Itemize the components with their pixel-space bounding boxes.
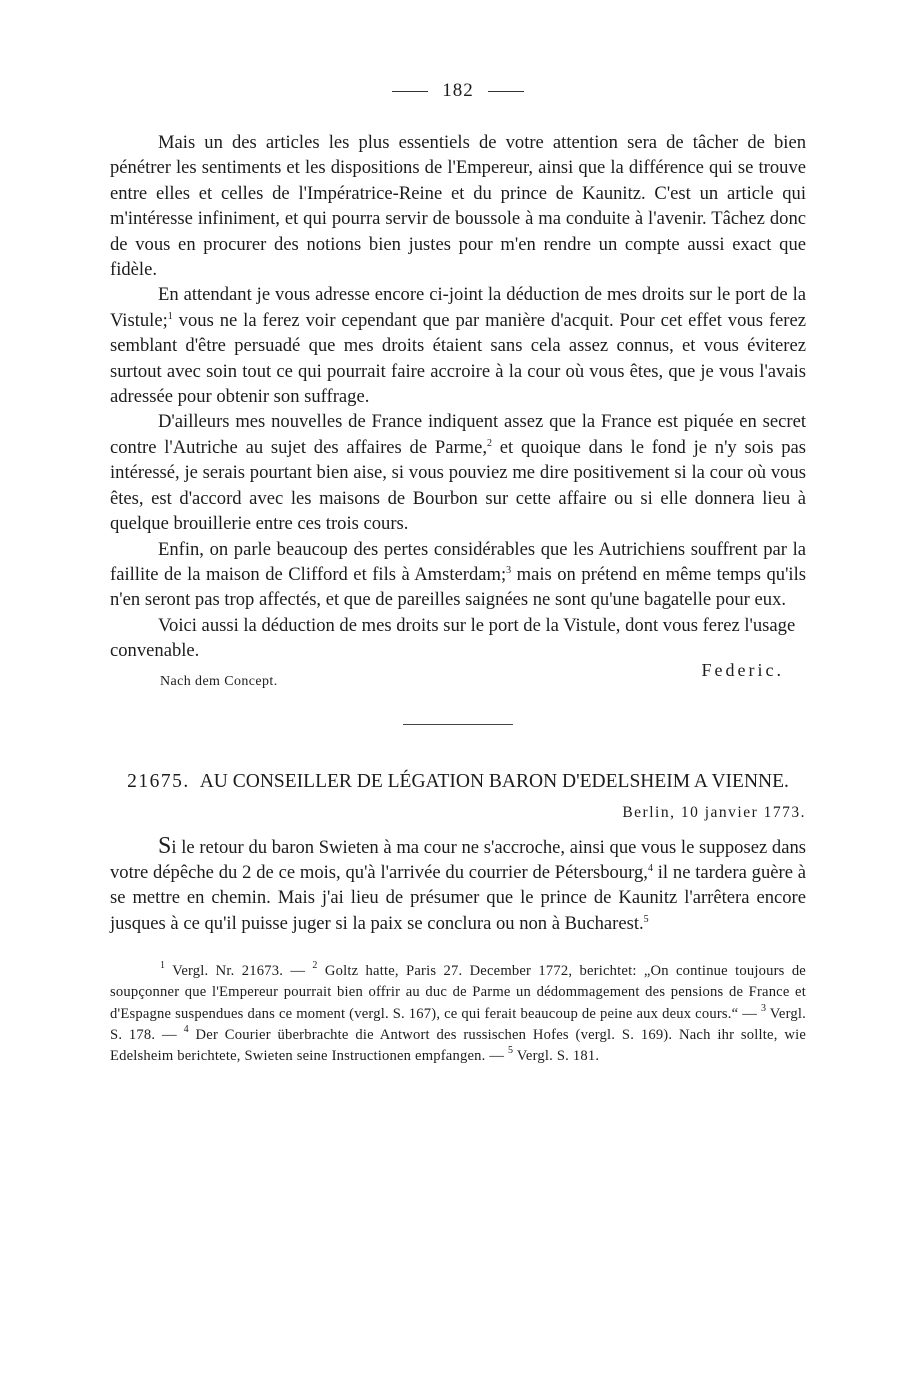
- letter-1-body: [110, 130, 806, 664]
- signature-row: [110, 659, 806, 690]
- source-note: Nach dem Concept.: [160, 673, 278, 689]
- footnote-ref-1: 1: [167, 310, 173, 322]
- book-page: [110, 80, 806, 1068]
- footnote-ref-2: 2: [487, 437, 493, 449]
- footnote-text-2: Goltz hatte, Paris 27. December 1772, berichtet: „On continue toujours de soupçonner que l'Empereur pourrait bien offrir au duc de Parme un dédommagement des pensions de France et d'Espagne suspendues dans ce moment (vergl. S. 167), ce qui ferait beaucoup de peine aux deux cours.“ —: [110, 963, 806, 1022]
- paragraph-text: D'ailleurs mes nouvelles de France indiquent assez que la France est piquée en secret contre l'Autriche au sujet des affaires de Parme,: [110, 411, 806, 458]
- letter-2-heading: [110, 769, 806, 794]
- paragraph-text: et quoique dans le fond je n'y sois pas intéressé, je serais pourtant bien aise, si vous pouviez me dire positivement si la cour où vous êtes, est d'accord avec les maisons de Bourbon sur cette affaire ou si elle donnera lieu à quelque brouillerie entre ces trois cours.: [110, 436, 806, 535]
- footnote-block: [110, 961, 806, 1067]
- section-divider: [403, 724, 513, 725]
- footnotes: [110, 961, 806, 1067]
- letter-2-paragraph-1: [110, 834, 806, 937]
- letter-1-paragraph-3: [110, 409, 806, 536]
- paragraph-text: mais on prétend en même temps qu'ils n'en seront pas trop affectés, et que de pareilles saignées ne sont qu'une bagatelle pour eux.: [110, 563, 806, 611]
- letter-1-paragraph-2: [110, 282, 806, 409]
- footnote-mark-4: 4: [183, 1024, 189, 1036]
- document-number: 21675.: [127, 770, 190, 792]
- footnote-mark-2: 2: [312, 960, 318, 972]
- addressee-heading: AU CONSEILLER DE LÉGATION BARON D'EDELSHEIM A VIENNE.: [199, 770, 789, 792]
- running-header: [110, 80, 806, 110]
- footnote-mark-1: 1: [160, 960, 166, 972]
- header-dash-left: [392, 91, 428, 92]
- footnote-ref-4: 4: [647, 862, 653, 874]
- letter-2-body: [110, 834, 806, 937]
- footnote-text-4: Der Courier überbrachte die Antwort des russischen Hofes (vergl. S. 169). Nach ihr sollte, wie Edelsheim berichtete, Swieten seine Instructionen empfangen. —: [110, 1027, 806, 1065]
- letter-1-paragraph-5: Voici aussi la déduction de mes droits sur le port de la Vistule, dont vous ferez l'usage convenable.: [110, 614, 796, 662]
- header-dash-right: [488, 91, 524, 92]
- page-number: 182: [442, 80, 474, 101]
- letter-1-paragraph-1: Mais un des articles les plus essentiels de votre attention sera de tâcher de bien pénétrer les sentiments et les dispositions de l'Empereur, ainsi que la différence qui se trouve entre elles et celles de l'Impératrice-Reine et du prince de Kaunitz. C'est un article qui m'intéresse infiniment, et qui pourra servir de boussole à ma conduite à l'avenir. Tâchez donc de vous en procurer des notions bien justes pour m'en rendre un compte aussi exact que fidèle.: [110, 132, 806, 281]
- paragraph-text: il ne tardera guère à se mettre en chemin. Mais j'ai lieu de présumer que le prince de Kaunitz l'arrêtera encore jusques à ce qu'il puisse juger si la paix se conclura ou non à Bucharest.: [110, 861, 807, 934]
- paragraph-text: En attendant je vous adresse encore ci-joint la déduction de mes droits sur le port de la Vistule;: [110, 284, 806, 331]
- letter-1-paragraph-4: [110, 537, 806, 613]
- paragraph-text: i le retour du baron Swieten à ma cour ne s'accroche, ainsi que vous le supposez dans votre dépêche du 2 de ce mois, qu'à l'arrivée du courrier de Pétersbourg,: [110, 836, 806, 883]
- footnote-mark-3: 3: [760, 1002, 767, 1014]
- footnote-text-5: Vergl. S. 181.: [513, 1048, 600, 1065]
- footnote-text-1: Vergl. Nr. 21673. —: [165, 963, 313, 980]
- paragraph-text: Enfin, on parle beaucoup des pertes considérables que les Autrichiens souffrent par la faillite de la maison de Clifford et fils à Amsterdam;: [110, 538, 806, 585]
- paragraph-text: vous ne la ferez voir cependant que par manière d'acquit. Pour cet effet vous ferez semblant d'être persuadé que mes droits étaient sans cela assez connus, et vous éviterez surtout avec soin tout ce qui pourrait faire accroire à la cour où vous êtes, que je vous l'avais adressée pour obtenir son suffrage.: [110, 309, 806, 408]
- footnote-ref-5: 5: [643, 913, 649, 925]
- footnote-text-3: Vergl. S. 178. —: [110, 1005, 806, 1044]
- footnote-mark-5: 5: [508, 1045, 514, 1057]
- dateline: Berlin, 10 janvier 1773.: [622, 803, 806, 821]
- initial-letter: S: [158, 832, 172, 859]
- signature: Federic.: [701, 659, 784, 680]
- footnote-ref-3: 3: [506, 564, 512, 576]
